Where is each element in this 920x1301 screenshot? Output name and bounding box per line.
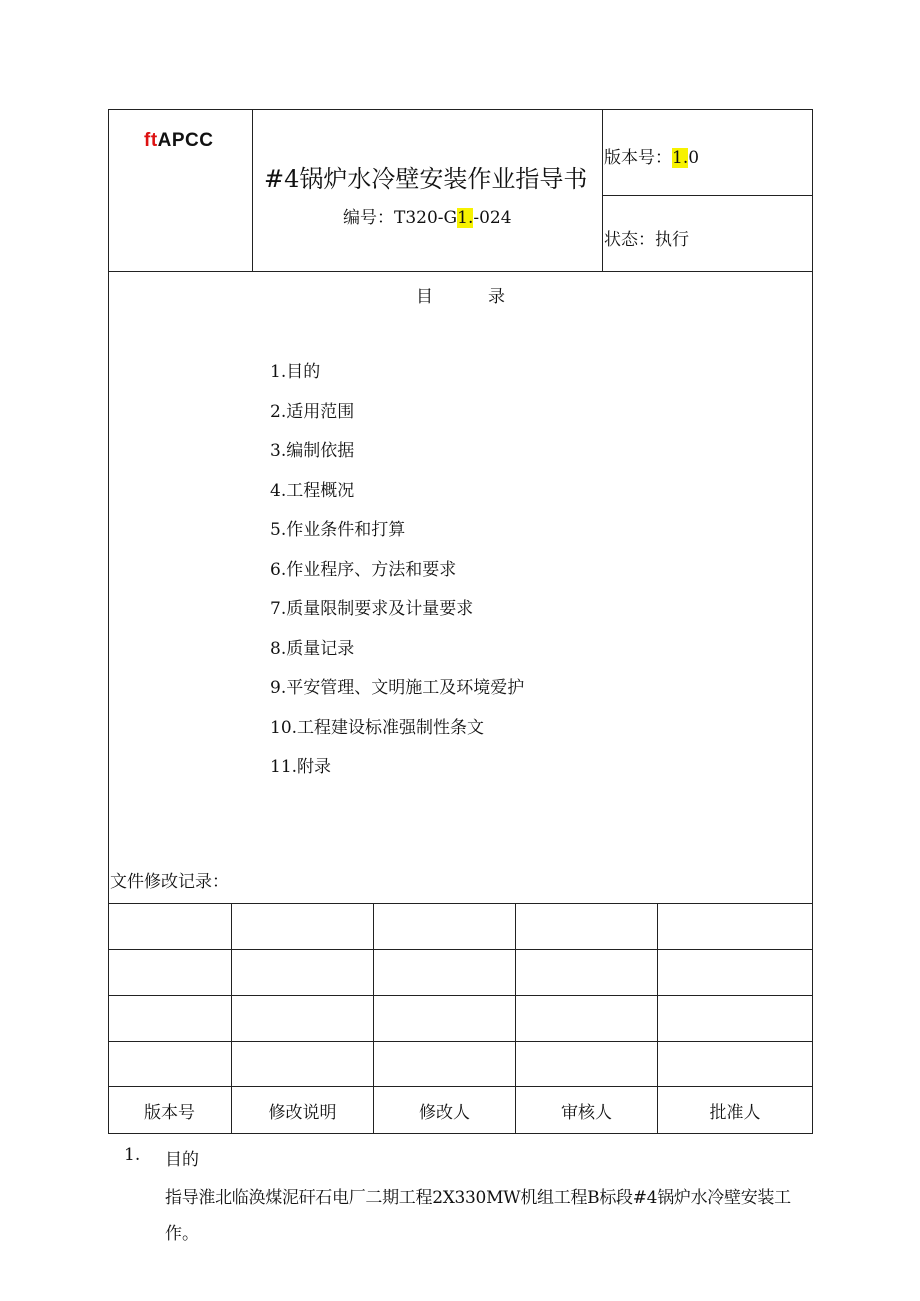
toc-item[interactable]: 11.附录 [270,757,332,777]
section-body-line-2: 作。 [165,1224,199,1244]
toc-heading-left: 目 [416,287,433,307]
document-code [343,203,512,228]
revision-cell[interactable] [108,904,232,950]
toc-item[interactable]: 3.编制依据 [270,441,355,461]
toc-item[interactable]: 4.工程概况 [270,481,355,501]
toc-heading-right: 录 [488,287,505,307]
toc-item[interactable]: 1.目的 [270,362,321,382]
company-logo [144,130,214,152]
revision-cell[interactable] [516,950,658,996]
revision-cell[interactable] [232,996,374,1042]
toc-item[interactable]: 2.适用范围 [270,402,355,422]
revision-cell[interactable] [516,1042,658,1087]
header-right-divider [602,195,813,196]
logo-main: APCC [157,130,214,151]
document-title: #4锅炉水冷壁安装作业指导书 [264,165,588,193]
revision-cell[interactable] [658,904,812,950]
revision-cell[interactable] [108,996,232,1042]
revision-cell[interactable] [374,950,516,996]
revision-cell[interactable] [374,996,516,1042]
section-heading: 目的 [165,1150,199,1170]
revision-cell[interactable] [658,1042,812,1087]
revision-cell[interactable] [232,1042,374,1087]
toc-item[interactable]: 10.工程建设标准强制性条文 [270,718,485,738]
revision-cell[interactable] [108,950,232,996]
revision-header-reviewer: 审核人 [516,1087,658,1134]
header-col-divider-1 [252,109,253,272]
revision-cell[interactable] [516,904,658,950]
revision-header-description: 修改说明 [232,1087,374,1134]
toc-item[interactable]: 8.质量记录 [270,639,355,659]
revision-cell[interactable] [658,996,812,1042]
version-field [604,143,699,168]
revision-cell[interactable] [374,1042,516,1087]
toc-item[interactable]: 5.作业条件和打算 [270,520,406,540]
revision-cell[interactable] [232,904,374,950]
version-label: 版本号： [604,148,672,168]
revision-header-version: 版本号 [108,1087,232,1134]
revision-cell[interactable] [232,950,374,996]
revision-cell[interactable] [516,996,658,1042]
revision-label: 文件修改记录： [110,872,229,892]
section-body-line-1: 指导淮北临涣煤泥矸石电厂二期工程2X330MW机组工程B标段#4锅炉水冷壁安装工 [165,1188,791,1208]
revision-cell[interactable] [374,904,516,950]
status-field: 状态：执行 [604,230,689,250]
code-suffix: -024 [473,208,512,228]
header-col-divider-2 [602,109,603,272]
logo-prefix: ft [144,130,158,151]
code-highlight: 1. [457,208,474,228]
header-row-divider [108,271,813,272]
revision-cell[interactable] [658,950,812,996]
revision-cell[interactable] [108,1042,232,1087]
code-label: 编号：T320-G [343,208,458,228]
toc-item[interactable]: 6.作业程序、方法和要求 [270,560,457,580]
revision-header-modifier: 修改人 [374,1087,516,1134]
toc-item[interactable]: 9.平安管理、文明施工及环境爱护 [270,678,525,698]
revision-header-approver: 批准人 [709,1103,761,1123]
version-highlight: 1. [672,148,689,168]
revision-table [108,903,813,1134]
version-suffix: 0 [688,148,700,168]
section-number: 1. [124,1145,141,1165]
toc-item[interactable]: 7.质量限制要求及计量要求 [270,599,474,619]
